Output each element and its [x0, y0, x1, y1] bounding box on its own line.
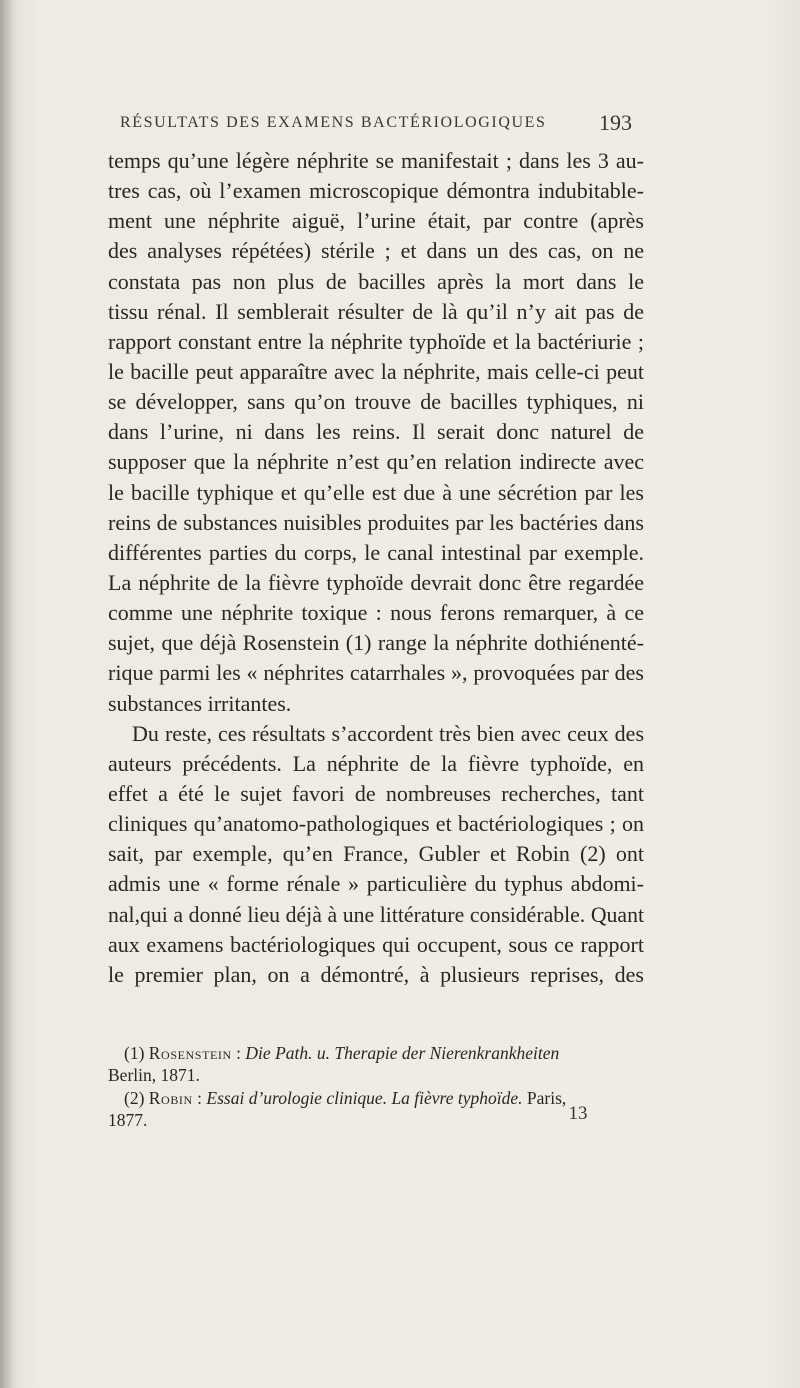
paragraph-first-line: Du reste, ces résultats s’accordent très bien avec ceux des: [132, 720, 644, 746]
text-line: se développer, sans qu’on trouve de bacilles typhiques, ni: [108, 389, 644, 415]
text-line: tissu rénal. Il semblerait résulter de là qu’il n’y ait pas de: [108, 298, 644, 324]
text-line: rique parmi les « néphrites catarrhales », provoquées par des: [108, 660, 644, 686]
footnote-1: [108, 1042, 644, 1064]
text-line: temps qu’une légère néphrite se manifestait ; dans les 3 au-: [108, 148, 644, 173]
text-line: effet a été le sujet favori de nombreuses recherches, tant: [108, 780, 644, 806]
text-line: constata pas non plus de bacilles après la mort dans le: [108, 268, 644, 294]
text-line: comme une néphrite toxique : nous ferons remarquer, à ce: [108, 600, 644, 626]
text-line: différentes parties du corps, le canal intestinal par exemple.: [108, 539, 644, 565]
text-line: le bacille peut apparaître avec la néphrite, mais celle-ci peut: [108, 358, 644, 384]
binding-gutter: [0, 0, 14, 1388]
footnote-separator: :: [231, 1043, 246, 1063]
text-line: tres cas, où l’examen microscopique démontra indubitable-: [108, 178, 644, 204]
footnote-tail: Paris,: [522, 1088, 567, 1108]
text-line: cliniques qu’anatomo-pathologiques et bactériologiques ; on: [108, 811, 644, 837]
text-line: rapport constant entre la néphrite typhoïde et la bactériurie ;: [108, 328, 644, 354]
text-line: dans l’urine, ni dans les reins. Il serait donc naturel de: [108, 419, 644, 445]
footnote-title: Essai d’urologie clinique. La fièvre typhoïde.: [206, 1088, 523, 1108]
text-line: La néphrite de la fièvre typhoïde devrait donc être regardée: [108, 569, 644, 595]
footnote-marker: (1): [124, 1043, 145, 1063]
footnote-title: Die Path. u. Therapie der Nierenkrankheiten: [245, 1043, 560, 1063]
text-line: reins de substances nuisibles produites par les bactéries dans: [108, 509, 644, 535]
footnote-author: Robin: [148, 1088, 193, 1108]
text-line: auteurs précédents. La néphrite de la fièvre typhoïde, en: [108, 750, 644, 776]
signature-mark: 13: [568, 1103, 588, 1124]
running-head: RÉSULTATS DES EXAMENS BACTÉRIOLOGIQUES: [120, 114, 547, 131]
footnote-author: Rosenstein: [148, 1043, 232, 1063]
body-text: [108, 146, 644, 990]
text-line: le premier plan, on a démontré, à plusieurs reprises, des: [108, 961, 644, 987]
footnote-separator: :: [192, 1088, 207, 1108]
text-line: sait, par exemple, qu’en France, Gubler et Robin (2) ont: [108, 841, 644, 867]
text-line: aux examens bactériologiques qui occupent, sous ce rapport: [108, 931, 644, 957]
text-line: sujet, que déjà Rosenstein (1) range la néphrite dothiénenté-: [108, 630, 644, 656]
text-line: le bacille typhique et qu’elle est due à une sécrétion par les: [108, 479, 644, 505]
text-line: substances irritantes.: [108, 690, 292, 716]
text-line: nal,qui a donné lieu déjà à une littérature considérable. Quant: [108, 902, 644, 927]
page-number: 193: [599, 110, 632, 135]
footnote-2-continuation: 1877.: [108, 1110, 148, 1130]
footnote-marker: (2): [124, 1088, 145, 1108]
text-line: ment une néphrite aiguë, l’urine était, par contre (après: [108, 208, 644, 234]
text-line: des analyses répétées) stérile ; et dans un des cas, on ne: [108, 238, 644, 264]
footnote-1-continuation: Berlin, 1871.: [108, 1065, 200, 1085]
text-line: admis une « forme rénale » particulière du typhus abdomi-: [108, 871, 644, 897]
text-line: supposer que la néphrite n’est qu’en relation indirecte avec: [108, 449, 644, 475]
